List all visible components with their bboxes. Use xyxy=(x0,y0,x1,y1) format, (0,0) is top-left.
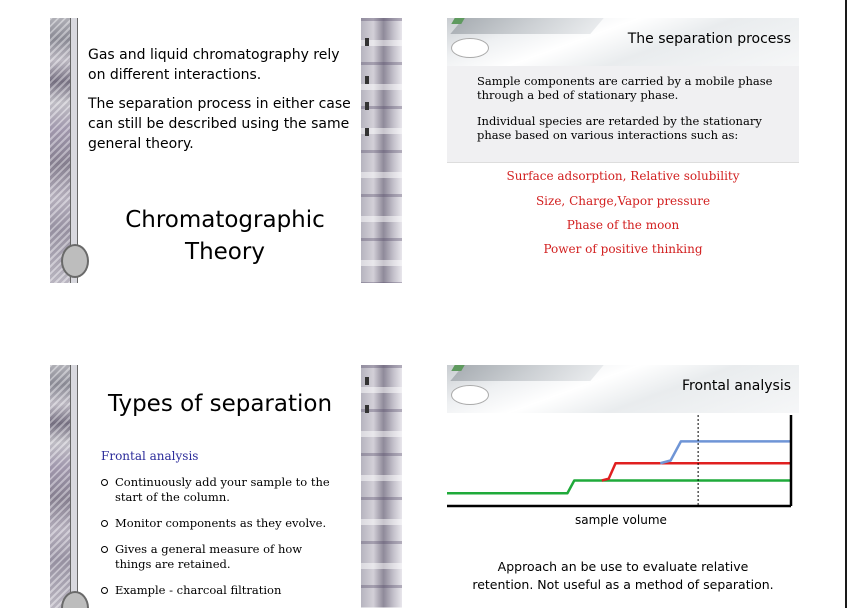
stationary-phase-text: Individual species are retarded by the stationary phase based on various interactions such as: xyxy=(477,114,762,142)
bullet-item: Continuously add your sample to the start of the column. xyxy=(115,475,335,505)
title-line-1: Chromatographic xyxy=(125,207,325,233)
mobile-phase-text: Sample components are carried by a mobile phase through a bed of stationary phase. xyxy=(477,74,773,102)
right-decor-strip xyxy=(361,18,402,283)
slide-frontal-analysis xyxy=(447,365,799,608)
intro-paragraph-2: The separation process in either case can still be described using the same general theory. xyxy=(88,96,351,152)
interaction-item: Power of positive thinking xyxy=(543,242,703,256)
series-line-2 xyxy=(602,463,791,480)
column-bulb-icon xyxy=(61,244,89,278)
series-line-3 xyxy=(660,441,791,463)
slide-title: Types of separation xyxy=(108,391,333,417)
left-decor-strip xyxy=(50,365,77,608)
bullet-circle-icon xyxy=(101,479,108,486)
interaction-item: Surface adsorption, Relative solubility xyxy=(506,169,740,183)
slide-title: Frontal analysis xyxy=(681,378,791,394)
left-decor-strip xyxy=(50,18,77,283)
right-decor-strip xyxy=(361,365,402,608)
slide-chromatographic-theory xyxy=(50,18,402,283)
intro-paragraph-1: Gas and liquid chromatography rely on different interactions. xyxy=(88,47,340,83)
slide-title: The separation process xyxy=(627,31,791,47)
bullet-item: Example - charcoal filtration xyxy=(115,583,335,598)
subheading: Frontal analysis xyxy=(101,449,199,463)
bullet-circle-icon xyxy=(101,587,108,594)
slide-separation-process xyxy=(447,18,799,283)
bullet-circle-icon xyxy=(101,520,108,527)
chart-caption: Approach an be use to evaluate relative retention. Not useful as a method of separation. xyxy=(472,559,774,592)
bullet-circle-icon xyxy=(101,546,108,553)
frontal-analysis-chart xyxy=(447,410,799,510)
x-axis-label: sample volume xyxy=(575,513,667,527)
bullet-item: Monitor components as they evolve. xyxy=(115,516,335,531)
interaction-item: Phase of the moon xyxy=(566,218,680,232)
series-line-1 xyxy=(447,481,791,494)
slide-title xyxy=(90,204,360,268)
slide-types-of-separation xyxy=(50,365,402,608)
bullet-item: Gives a general measure of how things are retained. xyxy=(115,542,335,572)
interaction-item: Size, Charge,Vapor pressure xyxy=(535,194,711,208)
title-line-2: Theory xyxy=(185,239,265,265)
